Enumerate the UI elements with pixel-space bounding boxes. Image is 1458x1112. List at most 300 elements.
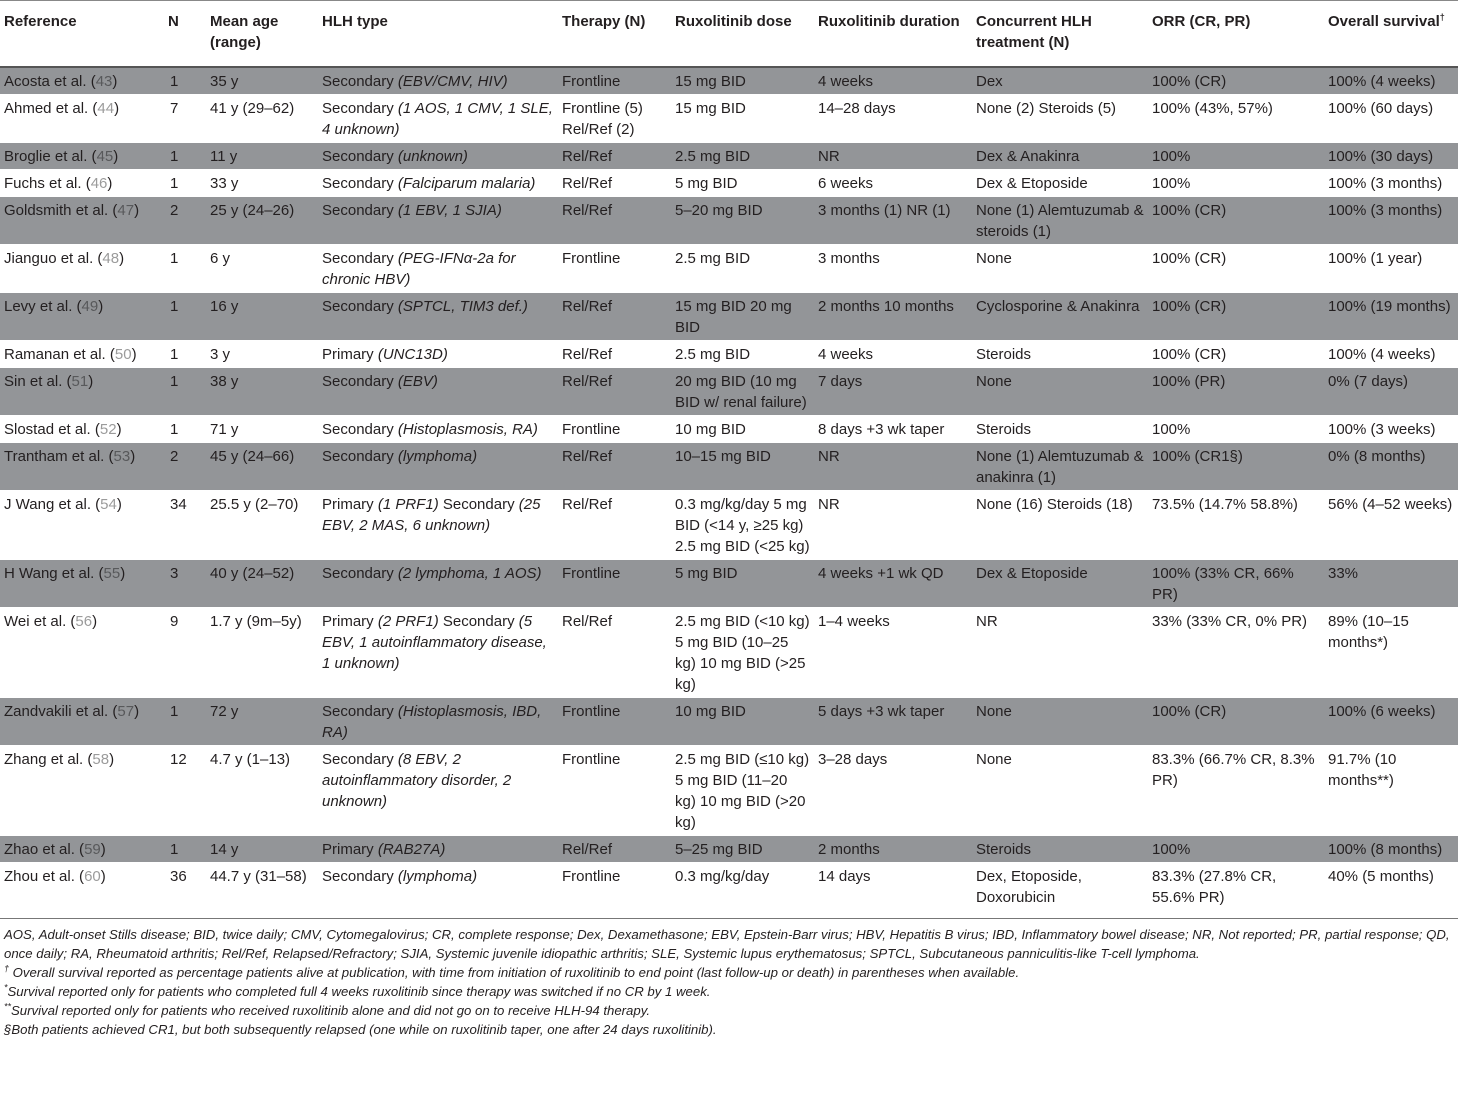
hlh-type-label: Secondary [322, 73, 394, 90]
reference-paren-close: ) [114, 100, 120, 117]
cell-ruxolitinib-dose: 10–15 mg BID [671, 443, 814, 491]
hlh-type-detail: (PEG-IFNα-2a for chronic HBV) [322, 250, 516, 288]
reference-paren-close: ) [120, 565, 126, 582]
cell-reference [0, 746, 164, 836]
cell-mean-age: 4.7 y (1–13) [206, 746, 318, 836]
reference-paren-close: ) [116, 496, 122, 513]
hlh-type-label: Primary [322, 346, 374, 363]
cell-reference [0, 95, 164, 143]
cell-mean-age: 40 y (24–52) [206, 560, 318, 608]
cell-therapy: Frontline [558, 560, 671, 608]
hlh-type-detail-secondary: (5 EBV, 1 autoinflammatory disease, 1 unknown) [322, 613, 547, 672]
hlh-type-detail: (2 lymphoma, 1 AOS) [397, 565, 542, 582]
table-row [0, 245, 1458, 293]
reference-paren-open: ( [104, 448, 114, 465]
footnote-double-star-text: Survival reported only for patients who received ruxolitinib alone and did not go on to receive HLH-94 therapy. [11, 1003, 650, 1018]
reference-number: 46 [90, 175, 108, 192]
header-mean-age: Mean age (range) [206, 1, 318, 68]
reference-number: 50 [114, 346, 132, 363]
header-orr: ORR (CR, PR) [1148, 1, 1324, 68]
hlh-type-label: Secondary [322, 868, 394, 885]
cell-concurrent-treatment: None [972, 746, 1148, 836]
reference-paren-open: ( [62, 373, 72, 390]
cell-n: 1 [164, 368, 206, 416]
cell-overall-survival: 40% (5 months) [1324, 863, 1458, 919]
reference-text: Wei et al. [4, 613, 67, 630]
footnote-star-text: Survival reported only for patients who completed full 4 weeks ruxolitinib since therapy was switched if no CR by 1 week. [7, 984, 711, 999]
cell-reference [0, 368, 164, 416]
reference-number: 60 [84, 868, 101, 885]
cell-n: 1 [164, 698, 206, 746]
cell-hlh-type [318, 293, 558, 341]
hlh-type-detail-secondary: (25 EBV, 2 MAS, 6 unknown) [322, 496, 541, 534]
cell-reference [0, 608, 164, 698]
reference-paren-close: ) [119, 250, 125, 267]
footnote-star [4, 982, 1454, 1001]
reference-paren-close: ) [100, 868, 106, 885]
cell-n: 34 [164, 491, 206, 560]
cell-therapy: Rel/Ref [558, 197, 671, 245]
table-body [0, 67, 1458, 919]
cell-hlh-type [318, 170, 558, 197]
cell-concurrent-treatment: Dex & Anakinra [972, 143, 1148, 170]
cell-overall-survival: 100% (30 days) [1324, 143, 1458, 170]
reference-number: 53 [113, 448, 131, 465]
cell-concurrent-treatment: Dex & Etoposide [972, 560, 1148, 608]
cell-ruxolitinib-duration: 14–28 days [814, 95, 972, 143]
cell-overall-survival: 100% (19 months) [1324, 293, 1458, 341]
cell-n: 9 [164, 608, 206, 698]
reference-paren-open: ( [90, 421, 100, 438]
header-therapy: Therapy (N) [558, 1, 671, 68]
reference-paren-close: ) [100, 841, 106, 858]
cell-ruxolitinib-dose: 5 mg BID [671, 560, 814, 608]
reference-paren-open: ( [86, 73, 96, 90]
cell-n: 1 [164, 67, 206, 95]
reference-paren-close: ) [92, 613, 98, 630]
cell-ruxolitinib-duration: 2 months [814, 836, 972, 863]
cell-n: 1 [164, 170, 206, 197]
reference-number: 59 [84, 841, 101, 858]
hlh-type-label: Secondary [322, 703, 394, 720]
cell-orr: 100% (43%, 57%) [1148, 95, 1324, 143]
cell-therapy: Frontline [558, 746, 671, 836]
cell-therapy: Frontline (5) Rel/Ref (2) [558, 95, 671, 143]
cell-ruxolitinib-dose: 2.5 mg BID [671, 245, 814, 293]
cell-therapy: Frontline [558, 245, 671, 293]
cell-ruxolitinib-duration: NR [814, 143, 972, 170]
cell-ruxolitinib-duration: 7 days [814, 368, 972, 416]
cell-hlh-type [318, 95, 558, 143]
reference-text: Trantham et al. [4, 448, 105, 465]
cell-therapy: Rel/Ref [558, 368, 671, 416]
cell-ruxolitinib-duration: 6 weeks [814, 170, 972, 197]
cell-mean-age: 45 y (24–66) [206, 443, 318, 491]
cell-mean-age: 35 y [206, 67, 318, 95]
cell-orr: 100% [1148, 143, 1324, 170]
cell-reference [0, 698, 164, 746]
cell-overall-survival: 100% (4 weeks) [1324, 341, 1458, 368]
cell-overall-survival: 100% (3 weeks) [1324, 416, 1458, 443]
footnote-double-star [4, 1001, 1454, 1020]
cell-orr: 100% [1148, 170, 1324, 197]
cell-concurrent-treatment: Steroids [972, 341, 1148, 368]
hlh-type-label: Secondary [322, 175, 394, 192]
reference-number: 56 [75, 613, 93, 630]
cell-therapy: Frontline [558, 863, 671, 919]
reference-text: Slostad et al. [4, 421, 91, 438]
cell-overall-survival: 33% [1324, 560, 1458, 608]
reference-paren-close: ) [134, 703, 140, 720]
cell-reference [0, 443, 164, 491]
cell-hlh-type [318, 416, 558, 443]
reference-number: 54 [100, 496, 117, 513]
cell-n: 1 [164, 143, 206, 170]
reference-paren-close: ) [131, 346, 137, 363]
reference-text: Zhao et al. [4, 841, 75, 858]
cell-orr: 100% (33% CR, 66% PR) [1148, 560, 1324, 608]
table-footnotes [0, 919, 1458, 1039]
cell-ruxolitinib-dose: 15 mg BID [671, 95, 814, 143]
cell-ruxolitinib-dose: 2.5 mg BID (≤10 kg) 5 mg BID (11–20 kg) 10 mg BID (>20 kg) [671, 746, 814, 836]
hlh-type-label: Secondary [322, 565, 394, 582]
table-row [0, 197, 1458, 245]
reference-paren-open: ( [74, 841, 85, 858]
cell-mean-age: 3 y [206, 341, 318, 368]
header-ruxolitinib-duration: Ruxolitinib duration [814, 1, 972, 68]
table-row [0, 491, 1458, 560]
hlh-type-detail: (Falciparum malaria) [397, 175, 536, 192]
table-row [0, 368, 1458, 416]
cell-ruxolitinib-duration: 3 months (1) NR (1) [814, 197, 972, 245]
reference-number: 43 [95, 73, 113, 90]
cell-ruxolitinib-dose: 5 mg BID [671, 170, 814, 197]
footnote-dagger-mark: † [4, 963, 10, 974]
cell-reference [0, 341, 164, 368]
reference-text: Ramanan et al. [4, 346, 106, 363]
cell-concurrent-treatment: Dex [972, 67, 1148, 95]
reference-paren-close: ) [134, 202, 140, 219]
cell-concurrent-treatment: Dex & Etoposide [972, 170, 1148, 197]
cell-hlh-type [318, 197, 558, 245]
cell-ruxolitinib-dose: 2.5 mg BID [671, 143, 814, 170]
cell-ruxolitinib-dose: 10 mg BID [671, 698, 814, 746]
cell-orr: 73.5% (14.7% 58.8%) [1148, 491, 1324, 560]
cell-hlh-type [318, 608, 558, 698]
cell-ruxolitinib-dose: 5–25 mg BID [671, 836, 814, 863]
cell-mean-age: 25 y (24–26) [206, 197, 318, 245]
reference-paren-open: ( [83, 751, 93, 768]
cell-ruxolitinib-dose: 2.5 mg BID (<10 kg) 5 mg BID (10–25 kg) 10 mg BID (>25 kg) [671, 608, 814, 698]
cell-overall-survival: 91.7% (10 months**) [1324, 746, 1458, 836]
cell-orr: 100% (CR) [1148, 67, 1324, 95]
reference-paren-close: ) [130, 448, 136, 465]
reference-paren-close: ) [107, 175, 113, 192]
reference-number: 51 [71, 373, 89, 390]
cell-ruxolitinib-duration: 14 days [814, 863, 972, 919]
cell-ruxolitinib-duration: 8 days +3 wk taper [814, 416, 972, 443]
hlh-type-label: Secondary [322, 373, 394, 390]
cell-overall-survival: 100% (6 weeks) [1324, 698, 1458, 746]
hlh-type-detail: (Histoplasmosis, IBD, RA) [322, 703, 542, 741]
table-row [0, 836, 1458, 863]
reference-paren-open: ( [108, 202, 118, 219]
cell-ruxolitinib-duration: 4 weeks [814, 67, 972, 95]
cell-n: 2 [164, 443, 206, 491]
reference-number: 47 [117, 202, 135, 219]
hlh-type-detail: (EBV/CMV, HIV) [397, 73, 508, 90]
reference-text: H Wang et al. [4, 565, 95, 582]
header-overall-survival-label: Overall survival [1328, 13, 1440, 30]
header-concurrent-treatment: Concurrent HLH treatment (N) [972, 1, 1148, 68]
cell-ruxolitinib-dose: 10 mg BID [671, 416, 814, 443]
reference-text: Jianguo et al. [4, 250, 94, 267]
cell-ruxolitinib-dose: 20 mg BID (10 mg BID w/ renal failure) [671, 368, 814, 416]
cell-overall-survival: 0% (8 months) [1324, 443, 1458, 491]
cell-ruxolitinib-duration: NR [814, 443, 972, 491]
reference-paren-open: ( [81, 175, 91, 192]
hlh-type-label: Primary [322, 496, 374, 513]
cell-reference [0, 416, 164, 443]
cell-orr: 83.3% (66.7% CR, 8.3% PR) [1148, 746, 1324, 836]
reference-paren-close: ) [88, 373, 94, 390]
table-row [0, 341, 1458, 368]
footnote-abbreviations: AOS, Adult-onset Stills disease; BID, twice daily; CMV, Cytomegalovirus; CR, complete response; Dex, Dexamethasone; EBV, Epstein-Barr virus; HBV, Hepatitis B virus; IBD, Inflammatory bowel disease; NR, Not reported; PR, partial response; QD, once daily; RA, Rheumatoid arthritis; Rel/Ref, Relapsed/Refractory; SJIA, Systemic juvenile idiopathic arthritis; SLE, Systemic lupus erythematosus; SPTCL, Subcutaneous panniculitis-like T-cell lymphoma. [4, 927, 1450, 961]
header-hlh-type: HLH type [318, 1, 558, 68]
footnote-star-mark: * [4, 982, 8, 993]
cell-reference [0, 143, 164, 170]
hlh-type-label: Secondary [322, 421, 394, 438]
cell-overall-survival: 100% (4 weeks) [1324, 67, 1458, 95]
cell-mean-age: 41 y (29–62) [206, 95, 318, 143]
hlh-type-label: Secondary [322, 148, 394, 165]
cell-ruxolitinib-dose: 5–20 mg BID [671, 197, 814, 245]
cell-orr: 83.3% (27.8% CR, 55.6% PR) [1148, 863, 1324, 919]
cell-orr: 100% (CR1§) [1148, 443, 1324, 491]
cell-hlh-type [318, 245, 558, 293]
table-header-row [0, 1, 1458, 68]
reference-paren-open: ( [72, 298, 82, 315]
footnote-double-star-mark: ** [4, 1001, 12, 1012]
cell-therapy: Rel/Ref [558, 608, 671, 698]
cell-n: 3 [164, 560, 206, 608]
cell-overall-survival: 100% (60 days) [1324, 95, 1458, 143]
cell-ruxolitinib-dose: 15 mg BID [671, 67, 814, 95]
cell-n: 1 [164, 416, 206, 443]
reference-number: 52 [99, 421, 117, 438]
cell-reference [0, 170, 164, 197]
reference-paren-open: ( [74, 868, 85, 885]
cell-overall-survival: 100% (1 year) [1324, 245, 1458, 293]
cell-ruxolitinib-dose: 0.3 mg/kg/day 5 mg BID (<14 y, ≥25 kg) 2.5 mg BID (<25 kg) [671, 491, 814, 560]
cell-ruxolitinib-dose: 15 mg BID 20 mg BID [671, 293, 814, 341]
hlh-type-detail: (Histoplasmosis, RA) [397, 421, 538, 438]
cell-overall-survival: 100% (3 months) [1324, 197, 1458, 245]
reference-text: Broglie et al. [4, 148, 88, 165]
hlh-type-label: Secondary [322, 202, 394, 219]
cell-n: 36 [164, 863, 206, 919]
cell-concurrent-treatment: None [972, 245, 1148, 293]
hlh-type-label: Primary [322, 841, 374, 858]
hlh-type-detail: (1 PRF1) [377, 496, 439, 513]
cell-reference [0, 197, 164, 245]
reference-text: Ahmed et al. [4, 100, 89, 117]
table-row [0, 863, 1458, 919]
cell-concurrent-treatment: Steroids [972, 836, 1148, 863]
cell-reference [0, 293, 164, 341]
cell-mean-age: 72 y [206, 698, 318, 746]
cell-therapy: Rel/Ref [558, 341, 671, 368]
header-reference: Reference [0, 1, 164, 68]
cell-mean-age: 1.7 y (9m–5y) [206, 608, 318, 698]
reference-text: J Wang et al. [4, 496, 91, 513]
cell-mean-age: 38 y [206, 368, 318, 416]
cell-concurrent-treatment: Dex, Etoposide, Doxorubicin [972, 863, 1148, 919]
cell-mean-age: 71 y [206, 416, 318, 443]
cell-overall-survival: 100% (3 months) [1324, 170, 1458, 197]
reference-text: Levy et al. [4, 298, 73, 315]
header-ruxolitinib-dose: Ruxolitinib dose [671, 1, 814, 68]
cell-ruxolitinib-duration: 3 months [814, 245, 972, 293]
header-overall-survival [1324, 1, 1458, 68]
cell-n: 1 [164, 341, 206, 368]
cell-concurrent-treatment: None (2) Steroids (5) [972, 95, 1148, 143]
hlh-type-label: Secondary [322, 448, 394, 465]
reference-paren-open: ( [90, 496, 101, 513]
hlh-type-label: Secondary [322, 751, 394, 768]
hlh-type-detail: (lymphoma) [397, 448, 478, 465]
cell-orr: 100% (CR) [1148, 197, 1324, 245]
reference-paren-close: ) [98, 298, 104, 315]
cell-mean-age: 6 y [206, 245, 318, 293]
reference-number: 55 [103, 565, 121, 582]
hlh-type-detail: (EBV) [397, 373, 438, 390]
cell-ruxolitinib-duration: 5 days +3 wk taper [814, 698, 972, 746]
hlh-type-detail: (lymphoma) [397, 868, 478, 885]
cell-overall-survival: 89% (10–15 months*) [1324, 608, 1458, 698]
reference-paren-close: ) [113, 148, 119, 165]
cell-overall-survival: 0% (7 days) [1324, 368, 1458, 416]
cell-therapy: Frontline [558, 67, 671, 95]
hlh-type-label-secondary: Secondary [442, 496, 515, 513]
reference-paren-close: ) [109, 751, 115, 768]
reference-number: 49 [81, 298, 99, 315]
header-dagger: † [1439, 12, 1445, 22]
footnote-section: §Both patients achieved CR1, but both subsequently relapsed (one while on ruxolitinib taper, one after 24 days ruxolitinib). [4, 1022, 717, 1037]
cell-therapy: Rel/Ref [558, 491, 671, 560]
cell-orr: 33% (33% CR, 0% PR) [1148, 608, 1324, 698]
cell-n: 2 [164, 197, 206, 245]
cell-mean-age: 33 y [206, 170, 318, 197]
cell-orr: 100% (PR) [1148, 368, 1324, 416]
table-row [0, 560, 1458, 608]
cell-mean-age: 16 y [206, 293, 318, 341]
cell-ruxolitinib-duration: 2 months 10 months [814, 293, 972, 341]
table-row [0, 67, 1458, 95]
cell-hlh-type [318, 491, 558, 560]
hlh-type-detail: (1 AOS, 1 CMV, 1 SLE, 4 unknown) [322, 100, 553, 138]
cell-reference [0, 560, 164, 608]
cell-reference [0, 67, 164, 95]
reference-number: 58 [92, 751, 110, 768]
cell-reference [0, 836, 164, 863]
cell-orr: 100% (CR) [1148, 245, 1324, 293]
hlh-type-label-secondary: Secondary [442, 613, 515, 630]
cell-orr: 100% (CR) [1148, 698, 1324, 746]
cell-n: 1 [164, 836, 206, 863]
cell-orr: 100% [1148, 416, 1324, 443]
reference-text: Zandvakili et al. [4, 703, 109, 720]
hlh-type-label: Primary [322, 613, 374, 630]
cell-ruxolitinib-dose: 0.3 mg/kg/day [671, 863, 814, 919]
cell-therapy: Rel/Ref [558, 836, 671, 863]
cell-concurrent-treatment: None (1) Alemtuzumab & anakinra (1) [972, 443, 1148, 491]
reference-text: Acosta et al. [4, 73, 87, 90]
reference-paren-open: ( [88, 100, 98, 117]
reference-paren-close: ) [112, 73, 118, 90]
hlh-type-detail: (RAB27A) [377, 841, 446, 858]
table-row [0, 95, 1458, 143]
cell-concurrent-treatment: NR [972, 608, 1148, 698]
hlh-type-label: Secondary [322, 100, 394, 117]
reference-paren-open: ( [93, 250, 103, 267]
table-row [0, 746, 1458, 836]
hlh-type-label: Secondary [322, 298, 394, 315]
table-row [0, 698, 1458, 746]
reference-text: Zhou et al. [4, 868, 75, 885]
reference-paren-open: ( [105, 346, 115, 363]
cell-ruxolitinib-duration: 4 weeks [814, 341, 972, 368]
cell-therapy: Rel/Ref [558, 443, 671, 491]
footnote-dagger [4, 963, 1454, 982]
cell-mean-age: 44.7 y (31–58) [206, 863, 318, 919]
reference-paren-open: ( [66, 613, 76, 630]
hlh-type-detail: (SPTCL, TIM3 def.) [397, 298, 528, 315]
reference-number: 44 [97, 100, 115, 117]
cell-mean-age: 11 y [206, 143, 318, 170]
hlh-type-detail: (UNC13D) [377, 346, 448, 363]
cell-n: 1 [164, 293, 206, 341]
cell-therapy: Rel/Ref [558, 170, 671, 197]
cell-orr: 100% (CR) [1148, 341, 1324, 368]
reference-number: 57 [117, 703, 135, 720]
cell-hlh-type [318, 341, 558, 368]
cell-n: 7 [164, 95, 206, 143]
cell-concurrent-treatment: Steroids [972, 416, 1148, 443]
cell-overall-survival: 56% (4–52 weeks) [1324, 491, 1458, 560]
reference-text: Fuchs et al. [4, 175, 82, 192]
reference-number: 45 [96, 148, 114, 165]
table-row [0, 143, 1458, 170]
cell-ruxolitinib-duration: 1–4 weeks [814, 608, 972, 698]
cell-hlh-type [318, 698, 558, 746]
hlh-type-detail: (1 EBV, 1 SJIA) [397, 202, 502, 219]
cell-concurrent-treatment: None [972, 698, 1148, 746]
cell-therapy: Frontline [558, 698, 671, 746]
cell-concurrent-treatment: None (1) Alemtuzumab & steroids (1) [972, 197, 1148, 245]
cell-hlh-type [318, 746, 558, 836]
cell-hlh-type [318, 67, 558, 95]
reference-text: Goldsmith et al. [4, 202, 109, 219]
reference-paren-open: ( [108, 703, 118, 720]
cell-reference [0, 863, 164, 919]
table-row [0, 416, 1458, 443]
table-row [0, 170, 1458, 197]
hlh-type-label: Secondary [322, 250, 394, 267]
table-row [0, 608, 1458, 698]
cell-n: 12 [164, 746, 206, 836]
reference-paren-close: ) [116, 421, 122, 438]
